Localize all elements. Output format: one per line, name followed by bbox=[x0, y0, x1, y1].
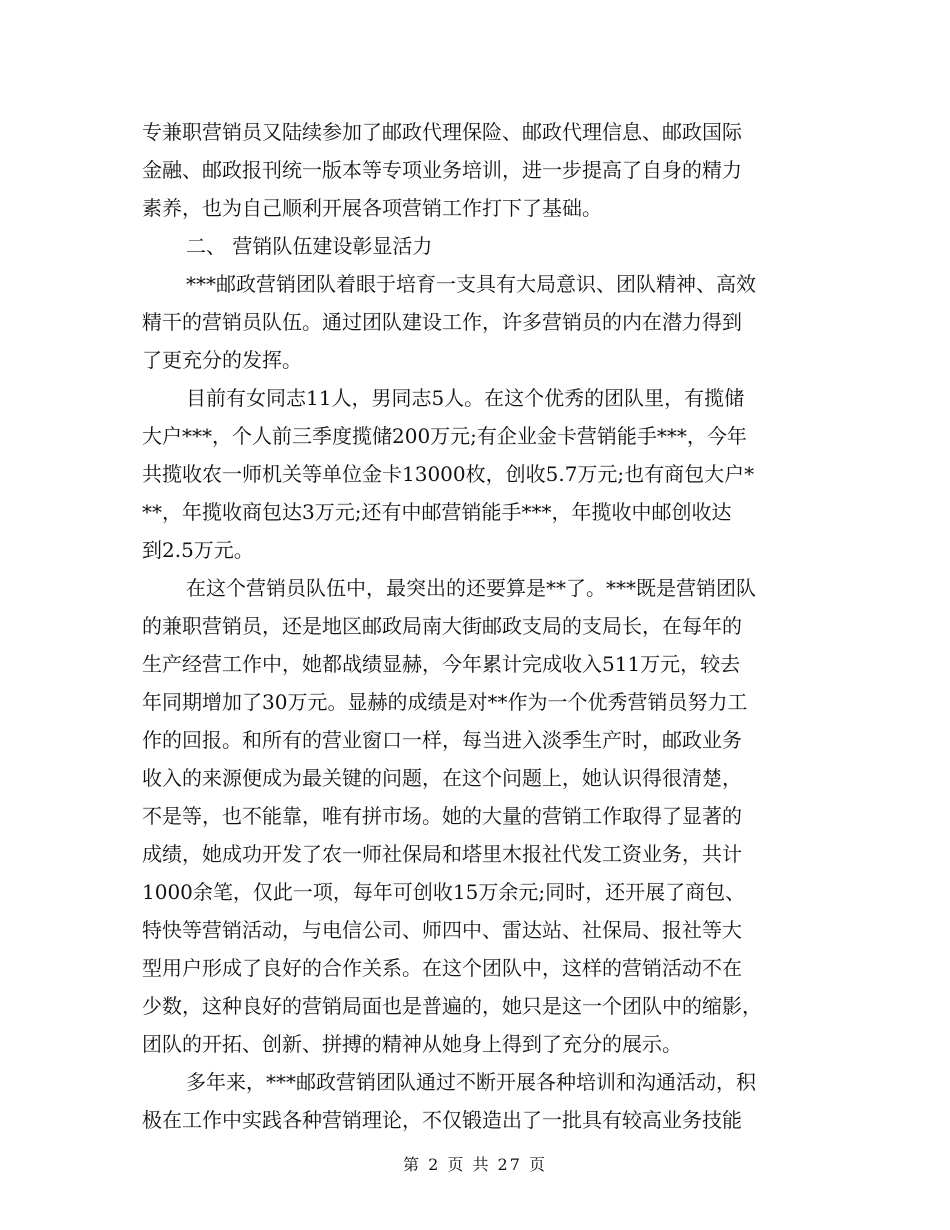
text-line: ***邮政营销团队着眼于培育一支具有大局意识、团队精神、高效 bbox=[186, 272, 756, 296]
text-line: 金融、邮政报刊统一版本等专项业务培训，进一步提高了自身的精力 bbox=[142, 158, 742, 182]
text-line: 收入的来源便成为最关键的问题，在这个问题上，她认识得很清楚， bbox=[142, 766, 742, 790]
text-line: 素养，也为自己顺利开展各项营销工作打下了基础。 bbox=[142, 196, 602, 220]
text-line: 多年来，***邮政营销团队通过不断开展各种培训和沟通活动，积 bbox=[186, 1070, 756, 1094]
page-number-footer: 第 2 页 共 27 页 bbox=[403, 1155, 547, 1174]
text-line: 生产经营工作中，她都战绩显赫，今年累计完成收入511万元，较去 bbox=[142, 652, 741, 676]
section-heading: 二、 营销队伍建设彰显活力 bbox=[186, 234, 433, 258]
text-line: 作的回报。和所有的营业窗口一样，每当进入淡季生产时，邮政业务 bbox=[142, 728, 742, 752]
text-line: **，年揽收商包达3万元;还有中邮营销能手***，年揽收中邮创收达 bbox=[142, 500, 732, 524]
text-line: 1000余笔，仅此一项，每年可创收15万余元;同时，还开展了商包、 bbox=[142, 880, 746, 904]
text-line: 了更充分的发挥。 bbox=[142, 348, 302, 372]
text-line: 年同期增加了30万元。显赫的成绩是对**作为一个优秀营销员努力工 bbox=[142, 690, 748, 714]
text-line: 大户***，个人前三季度揽储200万元;有企业金卡营销能手***，今年 bbox=[142, 424, 747, 448]
text-line: 不是等，也不能靠，唯有拼市场。她的大量的营销工作取得了显著的 bbox=[142, 804, 742, 828]
text-line: 在这个营销员队伍中，最突出的还要算是**了。***既是营销团队 bbox=[186, 576, 756, 600]
text-line: 专兼职营销员又陆续参加了邮政代理保险、邮政代理信息、邮政国际 bbox=[142, 120, 742, 144]
text-line: 少数，这种良好的营销局面也是普遍的，她只是这一个团队中的缩影， bbox=[142, 994, 762, 1018]
text-line: 成绩，她成功开发了农一师社保局和塔里木报社代发工资业务，共计 bbox=[142, 842, 742, 866]
text-line: 的兼职营销员，还是地区邮政局南大街邮政支局的支局长，在每年的 bbox=[142, 614, 742, 638]
body-text bbox=[142, 113, 807, 1139]
text-line: 极在工作中实践各种营销理论，不仅锻造出了一批具有较高业务技能 bbox=[142, 1108, 742, 1132]
text-line: 型用户形成了良好的合作关系。在这个团队中，这样的营销活动不在 bbox=[142, 956, 742, 980]
text-line: 目前有女同志11人，男同志5人。在这个优秀的团队里，有揽储 bbox=[186, 386, 745, 410]
text-line: 共揽收农一师机关等单位金卡13000枚，创收5.7万元;也有商包大户* bbox=[142, 462, 755, 486]
text-line: 到2.5万元。 bbox=[142, 538, 254, 562]
text-line: 精干的营销员队伍。通过团队建设工作，许多营销员的内在潜力得到 bbox=[142, 310, 742, 334]
text-line: 团队的开拓、创新、拼搏的精神从她身上得到了充分的展示。 bbox=[142, 1032, 682, 1056]
text-line: 特快等营销活动，与电信公司、师四中、雷达站、社保局、报社等大 bbox=[142, 918, 742, 942]
